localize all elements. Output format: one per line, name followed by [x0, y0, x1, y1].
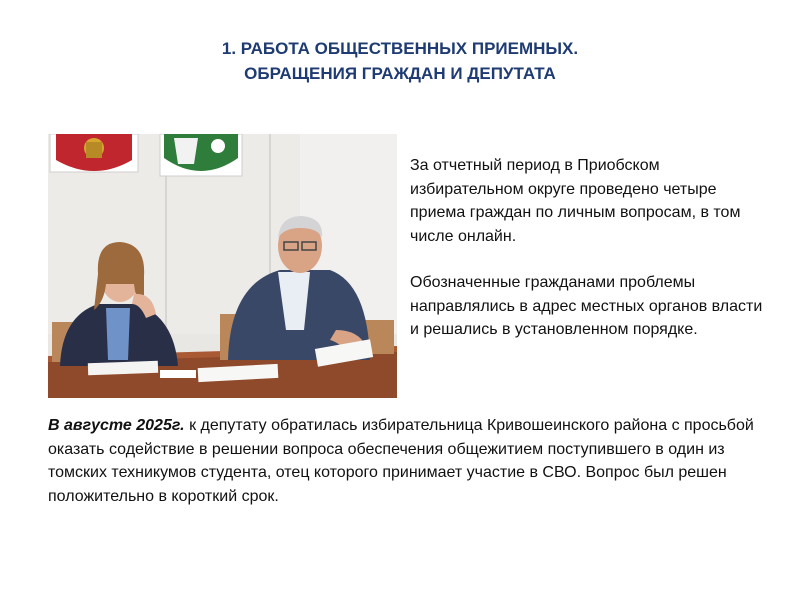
summary-text: [410, 154, 775, 365]
summary-paragraph-2: Обозначенные гражданами проблемы направлялись в адрес местных органов власти и решались в установленном порядке.: [410, 274, 763, 338]
case-description: [48, 414, 768, 508]
title-line-1: 1. РАБОТА ОБЩЕСТВЕННЫХ ПРИЕМНЫХ.: [221, 39, 579, 58]
regional-emblem: [160, 134, 242, 176]
case-date-lead: В августе 2025г.: [48, 417, 185, 434]
case-body-text: к депутату обратилась избирательница Кривошеинского района с просьбой оказать содействие в решении вопроса обеспечения общежитием поступившего в один из томских техникумов студента, отец которого принимает участие в СВО. Вопрос был решен положительно в короткий срок.: [48, 417, 754, 505]
summary-paragraph-1: За отчетный период в Приобском избирательном округе проведено четыре приема граждан по личным вопросам, в том числе онлайн.: [410, 157, 741, 245]
meeting-photo: [48, 134, 397, 398]
coat-of-arms-emblem: [50, 134, 138, 172]
title-line-2: ОБРАЩЕНИЯ ГРАЖДАН И ДЕПУТАТА: [244, 64, 556, 83]
slide-title: [0, 36, 800, 86]
